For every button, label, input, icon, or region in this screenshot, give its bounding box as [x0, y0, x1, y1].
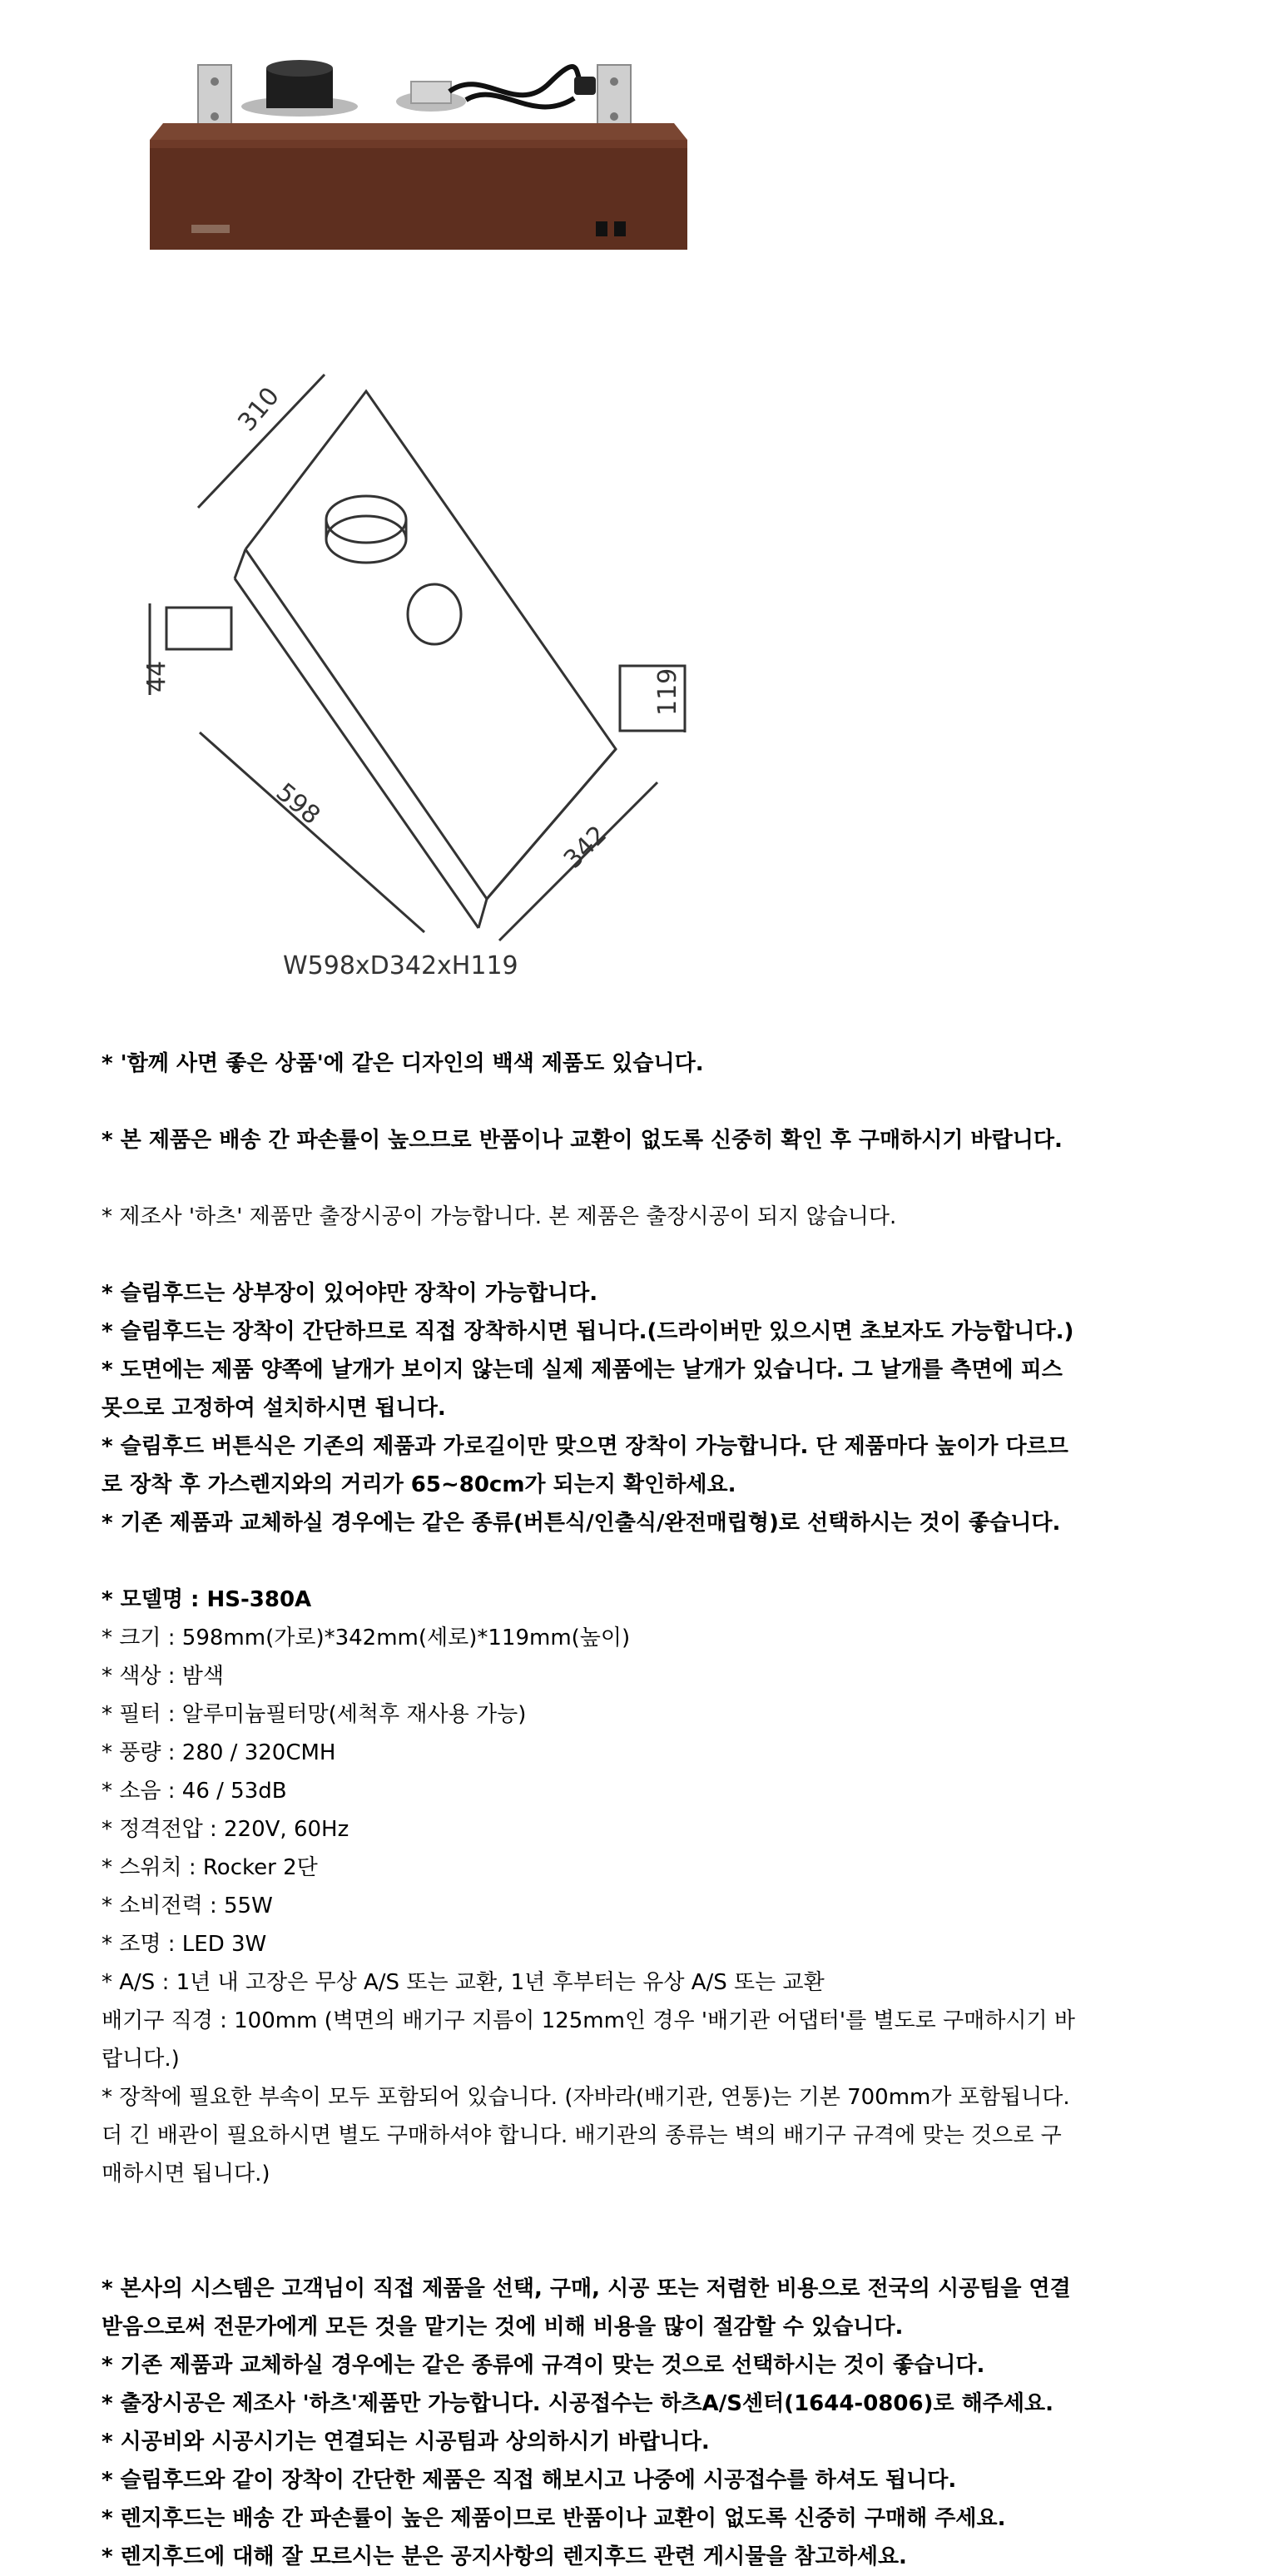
note-line: * 출장시공은 제조사 '하츠'제품만 가능합니다. 시공접수는 하츠A/S센터(1644-0806)로 해주세요.: [102, 2391, 1053, 2416]
note-line: * 슬림후드 버튼식은 기존의 제품과 가로길이만 맞으면 장착이 가능합니다. 단 제품마다 높이가 다르므: [102, 1434, 1068, 1459]
dimension-diagram: [0, 316, 1274, 982]
note-line: * 제조사 '하츠' 제품만 출장시공이 가능합니다. 본 제품은 출장시공이 되지 않습니다.: [102, 1204, 897, 1229]
note-line: * 도면에는 제품 양쪽에 날개가 보이지 않는데 실제 제품에는 날개가 있습니다. 그 날개를 측면에 피스: [102, 1357, 1063, 1382]
spec-line: * 스위치 : Rocker 2단: [102, 1855, 318, 1880]
dim-left-label: 44: [142, 660, 171, 692]
note-line: * 렌지후드는 배송 간 파손률이 높은 제품이므로 반품이나 교환이 없도록 신중히 구매해 주세요.: [102, 2506, 1006, 2531]
note-line: 받음으로써 전문가에게 모든 것을 맡기는 것에 비해 비용을 많이 절감할 수 있습니다.: [102, 2315, 904, 2340]
spec-line: * 장착에 필요한 부속이 모두 포함되어 있습니다. (자바라(배기관, 연통)는 기본 700mm가 포함됩니다.: [102, 2085, 1070, 2110]
dim-height-label: 119: [653, 668, 682, 716]
note-line: * 슬림후드와 같이 장착이 간단한 제품은 직접 해보시고 나중에 시공접수를 하셔도 됩니다.: [102, 2468, 957, 2493]
power-cord: [396, 67, 596, 112]
model-name: * 모델명 : HS-380A: [102, 1587, 312, 1612]
note-line: * 슬림후드는 상부장이 있어야만 장착이 가능합니다.: [102, 1281, 598, 1306]
spec-line: 매하시면 됩니다.): [102, 2162, 270, 2186]
note-line: * 기존 제품과 교체하실 경우에는 같은 종류(버튼식/인출식/완전매립형)로 선택하시는 것이 좋습니다.: [102, 1511, 1061, 1536]
note-line: * 시공비와 시공시기는 연결되는 시공팀과 상의하시기 바랍니다.: [102, 2430, 710, 2454]
spec-line: * 크기 : 598mm(가로)*342mm(세로)*119mm(높이): [102, 1626, 631, 1650]
spec-line: 랍니다.): [102, 2047, 180, 2072]
hood-body: [150, 123, 687, 250]
spec-line: 배기구 직경 : 100mm (벽면의 배기구 지름이 125mm인 경우 '배기관 어댑터'를 별도로 구매하시기 바: [102, 2008, 1076, 2033]
dim-top-label: 310: [232, 381, 285, 438]
spec-line: * 정격전압 : 220V, 60Hz: [102, 1817, 349, 1842]
spec-line: * A/S : 1년 내 고장은 무상 A/S 또는 교환, 1년 후부터는 유상 A/S 또는 교환: [102, 1970, 825, 1995]
spec-line: * 풍량 : 280 / 320CMH: [102, 1740, 336, 1765]
note-line: * 기존 제품과 교체하실 경우에는 같은 종류에 규격이 맞는 것으로 선택하시는 것이 좋습니다.: [102, 2353, 985, 2378]
note-line: * 본 제품은 배송 간 파손률이 높으므로 반품이나 교환이 없도록 신중히 확인 후 구매하시기 바랍니다.: [102, 1128, 1063, 1153]
dim-width-label: 598: [270, 777, 326, 831]
note-line: * 슬림후드는 장착이 간단하므로 직접 장착하시면 됩니다.(드라이버만 있으시면 초보자도 가능합니다.): [102, 1319, 1074, 1344]
note-line: 로 장착 후 가스렌지와의 거리가 65~80cm가 되는지 확인하세요.: [102, 1472, 736, 1497]
note-line: * '함께 사면 좋은 상품'에 같은 디자인의 백색 제품도 있습니다.: [102, 1051, 704, 1076]
spec-line: * 소비전력 : 55W: [102, 1894, 273, 1918]
exhaust-duct: [241, 60, 358, 117]
note-line: * 본사의 시스템은 고객님이 직접 제품을 선택, 구매, 시공 또는 저렴한 비용으로 전국의 시공팀을 연결: [102, 2276, 1071, 2301]
note-line: * 렌지후드에 대해 잘 모르시는 분은 공지사항의 렌지후드 관련 게시물을 참고하세요.: [102, 2544, 907, 2569]
note-line: 못으로 고정하여 설치하시면 됩니다.: [102, 1396, 446, 1421]
dim-depth-label: 342: [558, 820, 613, 875]
product-photo: [0, 0, 1274, 275]
spec-line: * 조명 : LED 3W: [102, 1932, 267, 1957]
spec-line: * 색상 : 밤색: [102, 1664, 225, 1689]
diagram-caption: W598xD342xH119: [283, 951, 518, 980]
spec-line: 더 긴 배관이 필요하시면 별도 구매하셔야 합니다. 배기관의 종류는 벽의 배기구 규격에 맞는 것으로 구: [102, 2123, 1062, 2148]
spec-line: * 소음 : 46 / 53dB: [102, 1779, 287, 1804]
product-notes: [102, 1045, 1200, 2576]
spec-line: * 필터 : 알루미늄필터망(세척후 재사용 가능): [102, 1702, 527, 1727]
